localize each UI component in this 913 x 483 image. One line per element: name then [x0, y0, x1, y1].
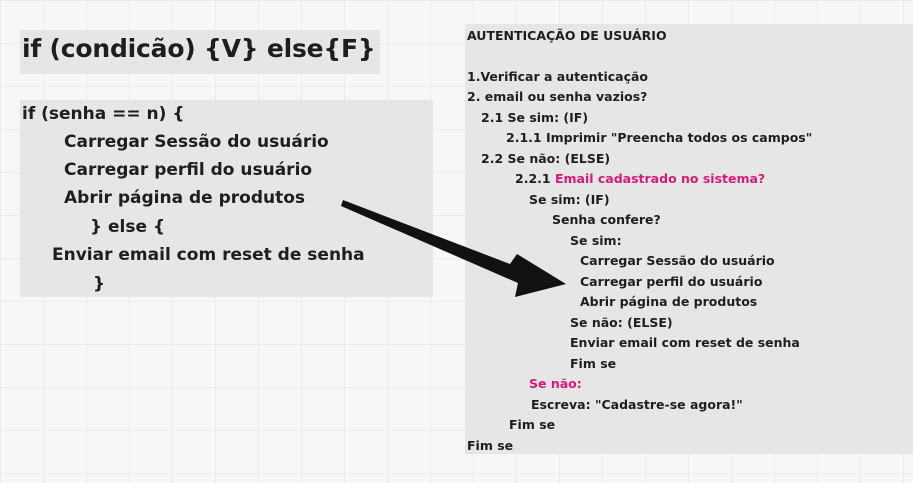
auth-heading: AUTENTICAÇÃO DE USUÁRIO	[467, 28, 667, 43]
auth-line: Fim se	[467, 438, 514, 453]
code-line-load-profile: Carregar perfil do usuário	[64, 160, 313, 180]
auth-line: Se não: (ELSE)	[570, 315, 673, 330]
auth-line: Senha confere?	[552, 212, 661, 227]
page-title: if (condicão) {V} else{F}	[22, 34, 376, 63]
auth-line: Se sim:	[570, 233, 622, 248]
auth-line: Fim se	[570, 356, 617, 371]
code-line-load-session: Carregar Sessão do usuário	[64, 132, 329, 152]
auth-line: 2. email ou senha vazios?	[467, 89, 648, 104]
auth-line: Se sim: (IF)	[529, 192, 610, 207]
auth-line: Enviar email com reset de senha	[570, 335, 800, 350]
code-line-else: } else {	[90, 217, 166, 237]
auth-line: Carregar perfil do usuário	[580, 274, 763, 289]
code-line-open-products: Abrir página de produtos	[64, 188, 306, 208]
auth-line: 2.1 Se sim: (IF)	[481, 110, 589, 125]
code-line-send-reset: Enviar email com reset de senha	[52, 245, 365, 265]
auth-line: 2.2.1 Email cadastrado no sistema?	[515, 171, 766, 186]
auth-line: 1.Verificar a autenticação	[467, 69, 648, 84]
auth-line-highlight: Se não:	[529, 376, 582, 391]
auth-line: Escreva: "Cadastre-se agora!"	[531, 397, 743, 412]
code-line-close-brace: }	[93, 274, 106, 294]
auth-line: Carregar Sessão do usuário	[580, 253, 775, 268]
auth-line: Fim se	[509, 417, 556, 432]
auth-line: 2.2 Se não: (ELSE)	[481, 151, 611, 166]
auth-line: 2.1.1 Imprimir "Preencha todos os campos"	[506, 130, 813, 145]
auth-line-highlight: Email cadastrado no sistema?	[554, 171, 766, 186]
auth-line: Abrir página de produtos	[580, 294, 758, 309]
code-line-if: if (senha == n) {	[22, 104, 185, 124]
